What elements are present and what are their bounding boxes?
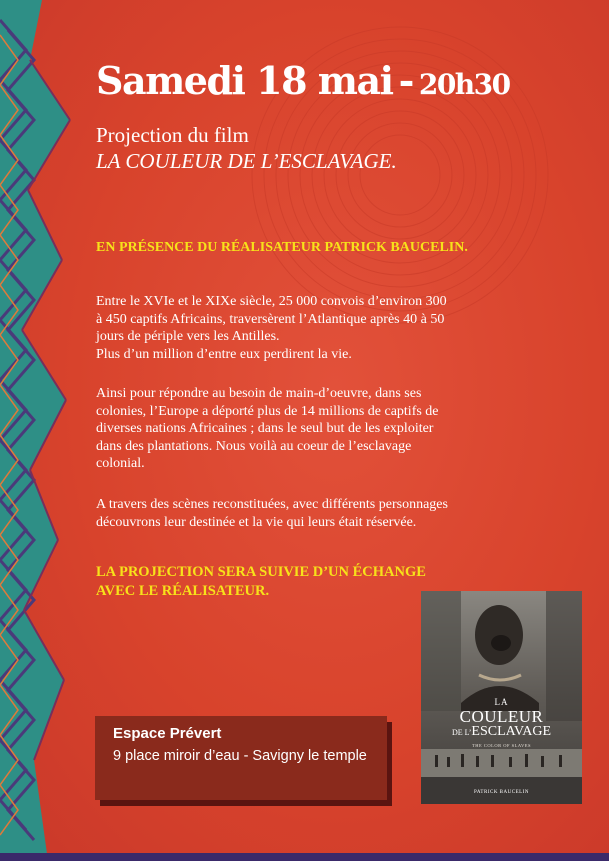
- african-pattern-border: [0, 0, 90, 861]
- poster-title-la: LA: [494, 697, 509, 707]
- text-line: Ainsi pour répondre au besoin de main-d’oeuvre, dans ses: [96, 386, 422, 401]
- text-line: A travers des scènes reconstituées, avec différents personnages: [96, 497, 448, 512]
- discussion-line: LA PROJECTION SERA SUIVIE D’UN ÉCHANGE: [96, 564, 426, 580]
- film-subtitle: [96, 122, 397, 174]
- film-title: LA COULEUR DE L’ESCLAVAGE.: [96, 149, 397, 173]
- film-poster-image: [421, 591, 582, 804]
- heading-dash: -: [398, 58, 413, 103]
- paragraph-deportation: [96, 385, 536, 473]
- text-line: à 450 captifs Africains, traversèrent l’Atlantique après 40 à 50: [96, 311, 445, 327]
- discussion-line: AVEC LE RÉALISATEUR.: [96, 583, 270, 599]
- text-line: colonies, l’Europe a déporté plus de 14 millions de captifs de: [96, 403, 439, 419]
- poster-title-couleur: COULEUR: [459, 707, 544, 726]
- poster-title-esclavage: [421, 724, 582, 740]
- bottom-border-bar: [0, 853, 609, 861]
- venue-name: Espace Prévert: [113, 725, 222, 742]
- director-presence-notice: EN PRÉSENCE DU RÉALISATEUR PATRICK BAUCELIN.: [96, 240, 468, 255]
- text-line: diverses nations Africaines ; dans le seul but de les exploiter: [96, 421, 434, 436]
- poster-director: PATRICK BAUCELIN: [474, 790, 529, 795]
- discussion-notice: [96, 563, 426, 601]
- text-line: colonial.: [96, 456, 145, 471]
- venue-box: [95, 716, 387, 800]
- paragraph-history: [96, 293, 536, 363]
- event-date: Samedi 18 mai: [96, 58, 393, 103]
- venue-address: 9 place miroir d’eau - Savigny le temple: [113, 748, 367, 764]
- poster-tagline: THE COLOR OF SLAVES: [471, 743, 532, 748]
- text-line: dans des plantations. Nous voilà au coeur de l’esclavage: [96, 438, 412, 454]
- text-line: jours de périple vers les Antilles.: [96, 329, 280, 344]
- poster-title-esclavage-word: ESCLAVAGE: [471, 724, 552, 739]
- text-line: découvrons leur destinée et la vie qui leurs était réservée.: [96, 514, 417, 530]
- paragraph-scenes: [96, 496, 536, 531]
- projection-label: Projection du film: [96, 123, 249, 147]
- event-date-heading: [96, 58, 510, 103]
- text-line: Entre le XVIe et le XIXe siècle, 25 000 convois d’environ 300: [96, 294, 447, 309]
- text-line: Plus d’un million d’entre eux perdirent la vie.: [96, 346, 352, 362]
- poster-title-de-l: DE L’: [451, 728, 472, 737]
- event-time: 20h30: [418, 68, 510, 101]
